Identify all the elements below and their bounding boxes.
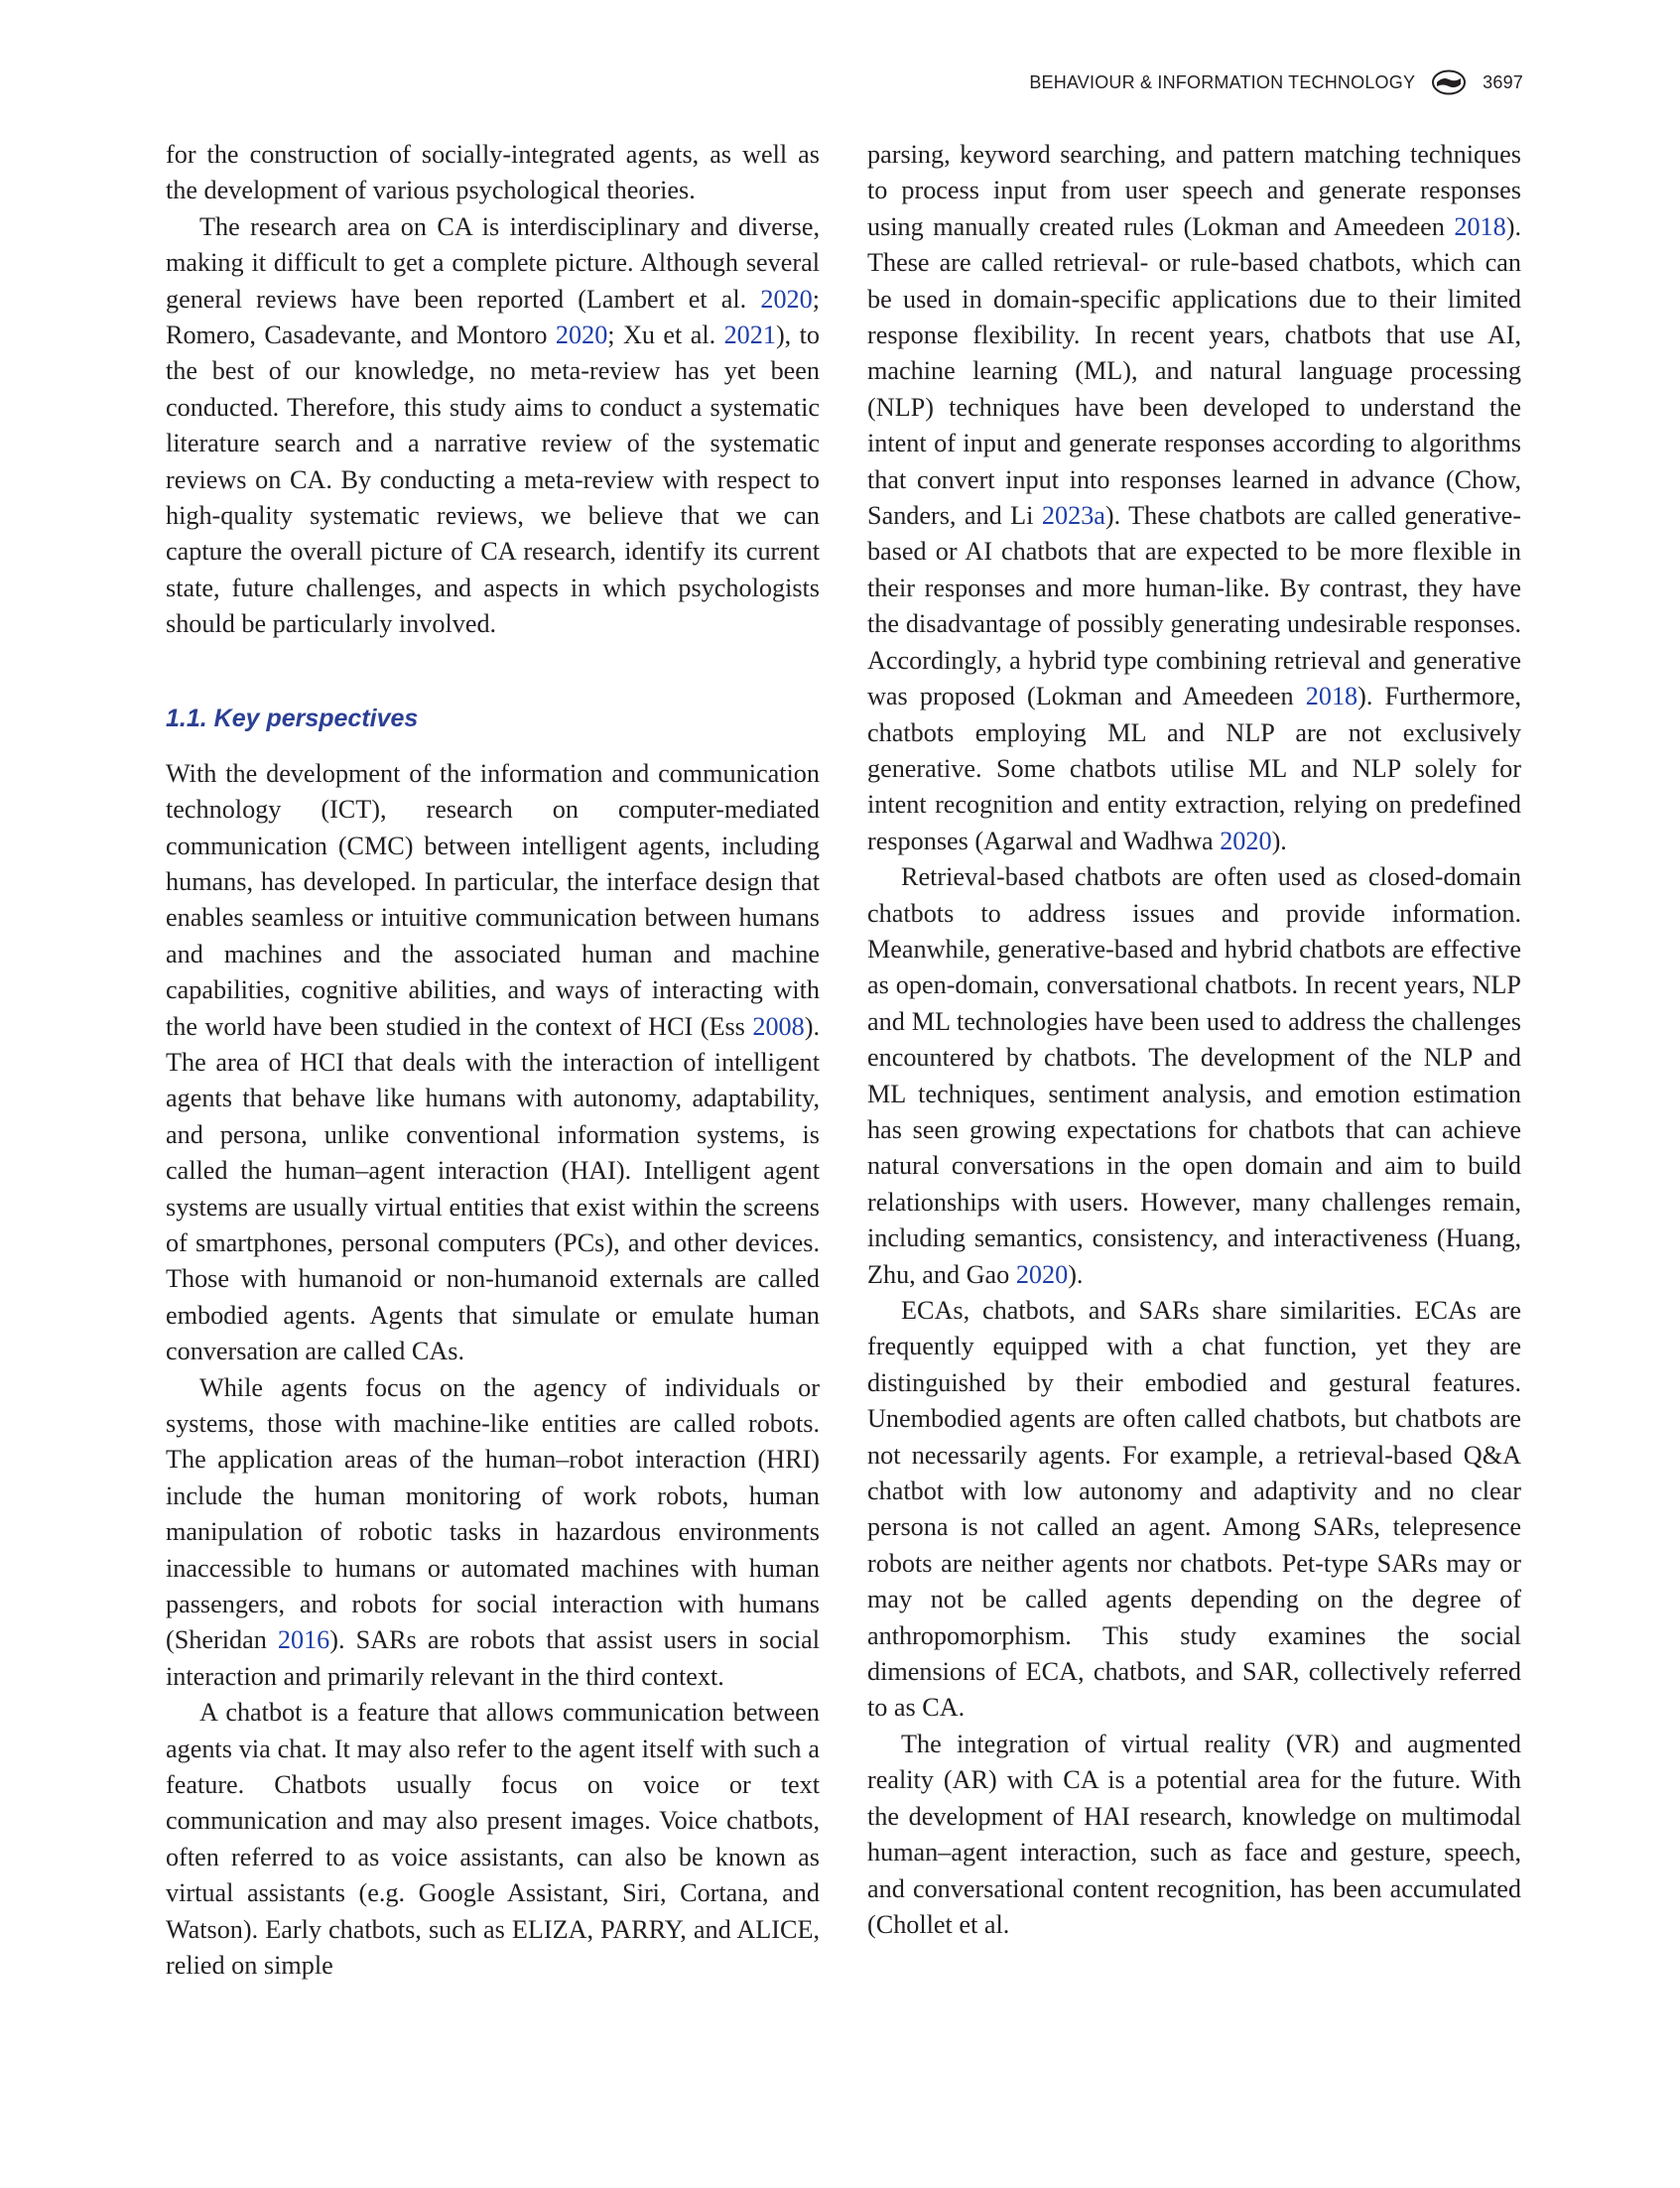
left-column: [166, 137, 820, 1985]
publisher-logo-icon: [1431, 69, 1467, 95]
citation-link[interactable]: 2020: [555, 321, 608, 350]
paragraph: parsing, keyword searching, and pattern matching techniques to process input from user speech and generate responses using manually created rules (Lokman and Ameedeen 2018). These are called retrieval- or rule-based chatbots, which can be used in domain-specific applications due to their limited response flexibility. In recent years, chatbots that use AI, machine learning (ML), and natural language processing (NLP) techniques have been developed to understand the intent of input and generate responses according to algorithms that convert input into responses learned in advance (Chow, Sanders, and Li 2023a). These chatbots are called generative-based or AI chatbots that are expected to be more flexible in their responses and more human-like. By contrast, they have the disadvantage of possibly generating undesirable responses. Accordingly, a hybrid type combining retrieval and generative was proposed (Lokman and Ameedeen 2018). Furthermore, chatbots employing ML and NLP are not exclusively generative. Some chatbots utilise ML and NLP solely for intent recognition and entity extraction, relying on predefined responses (Agarwal and Wadhwa 2020).: [867, 140, 1522, 855]
citation-link[interactable]: 2008: [752, 1011, 805, 1041]
paragraph: Retrieval-based chatbots are often used as closed-domain chatbots to address issues and provide information. Meanwhile, generative-based and hybrid chatbots are effective as open-domain, conversational chatbots. In recent years, NLP and ML technologies have been used to address the challenges encountered by chatbots. The development of the NLP and ML techniques, sentiment analysis, and emotion estimation has seen growing expectations for chatbots that can achieve natural conversations in the open domain and aim to build relationships with users. However, many challenges remain, including semantics, consistency, and interactiveness (Huang, Zhu, and Gao 2020).: [867, 862, 1521, 1289]
citation-link[interactable]: 2020: [1015, 1259, 1069, 1289]
section-heading: 1.1. Key perspectives: [166, 704, 419, 732]
right-column: [867, 137, 1521, 1943]
citation-link[interactable]: 2018: [1305, 682, 1358, 711]
running-head: [1029, 69, 1523, 95]
paragraph: ECAs, chatbots, and SARs share similarities. ECAs are frequently equipped with a chat function, yet they are distinguished by their embodied and gestural features. Unembodied agents are often called chatbots, but chatbots are not necessarily agents. For example, a retrieval-based Q&A chatbot with low autonomy and adaptivity and no clear persona is not called an agent. Among SARs, telepresence robots are neither agents nor chatbots. Pet-type SARs may or may not be called agents depending on the degree of anthropomorphism. This study examines the social dimensions of ECA, chatbots, and SAR, collectively referred to as CA.: [867, 1296, 1521, 1723]
paragraph: While agents focus on the agency of individuals or systems, those with machine-like entities are called robots. The application areas of the human–robot interaction (HRI) include the human monitoring of work robots, human manipulation of robotic tasks in hazardous environments inaccessible to humans or automated machines with human passengers, and robots for social interaction with humans (Sheridan 2016). SARs are robots that assist users in social interaction and primarily relevant in the third context.: [166, 1372, 820, 1691]
citation-link[interactable]: 2020: [760, 284, 813, 314]
paragraph: The research area on CA is interdisciplinary and diverse, making it difficult to get a complete picture. Although several general reviews have been reported (Lambert et al. 2020; Romero, Casadevante, and Montoro 2020; Xu et al. 2021), to the best of our knowledge, no meta-review has yet been conducted. Therefore, this study aims to conduct a systematic literature search and a narrative review of the systematic reviews on CA. By conducting a meta-review with respect to high-quality systematic reviews, we believe that we can capture the overall picture of CA research, identify its current state, future challenges, and aspects in which psychologists should be particularly involved.: [166, 211, 820, 639]
paragraph: The integration of virtual reality (VR) and augmented reality (AR) with CA is a potential area for the future. With the development of HAI research, knowledge on multimodal human–agent interaction, such as face and gesture, speech, and conversational content recognition, has been accumulated (Chollet et al.: [867, 1729, 1521, 1939]
page-number: 3697: [1483, 71, 1523, 92]
paragraph: A chatbot is a feature that allows communication between agents via chat. It may also refer to the agent itself with such a feature. Chatbots usually focus on voice or text communication and may also present images. Voice chatbots, often referred to as voice assistants, can also be known as virtual assistants (e.g. Google Assistant, Siri, Cortana, and Watson). Early chatbots, such as ELIZA, PARRY, and ALICE, relied on simple: [166, 1698, 820, 1981]
citation-link[interactable]: 2021: [723, 321, 776, 350]
journal-title: BEHAVIOUR & INFORMATION TECHNOLOGY: [1029, 71, 1416, 92]
paragraph: for the construction of socially-integrated agents, as well as the development of various psychological theories.: [166, 140, 820, 205]
citation-link[interactable]: 2018: [1454, 211, 1506, 241]
citation-link[interactable]: 2023a: [1041, 501, 1105, 531]
citation-link[interactable]: 2016: [277, 1625, 330, 1655]
citation-link[interactable]: 2020: [1220, 826, 1272, 855]
paragraph: With the development of the information and communication technology (ICT), research on computer-mediated communication (CMC) between intelligent agents, including humans, has developed. In particular, the interface design that enables seamless or intuitive communication between humans and machines and the associated human and machine capabilities, cognitive abilities, and ways of interacting with the world have been studied in the context of HCI (Ess 2008). The area of HCI that deals with the interaction of intelligent agents that behave like humans with autonomy, adaptability, and persona, unlike conventional information systems, is called the human–agent interaction (HAI). Intelligent agent systems are usually virtual entities that exist within the screens of smartphones, personal computers (PCs), and other devices. Those with humanoid or non-humanoid externals are called embodied agents. Agents that simulate or emulate human conversation are called CAs.: [166, 758, 820, 1366]
